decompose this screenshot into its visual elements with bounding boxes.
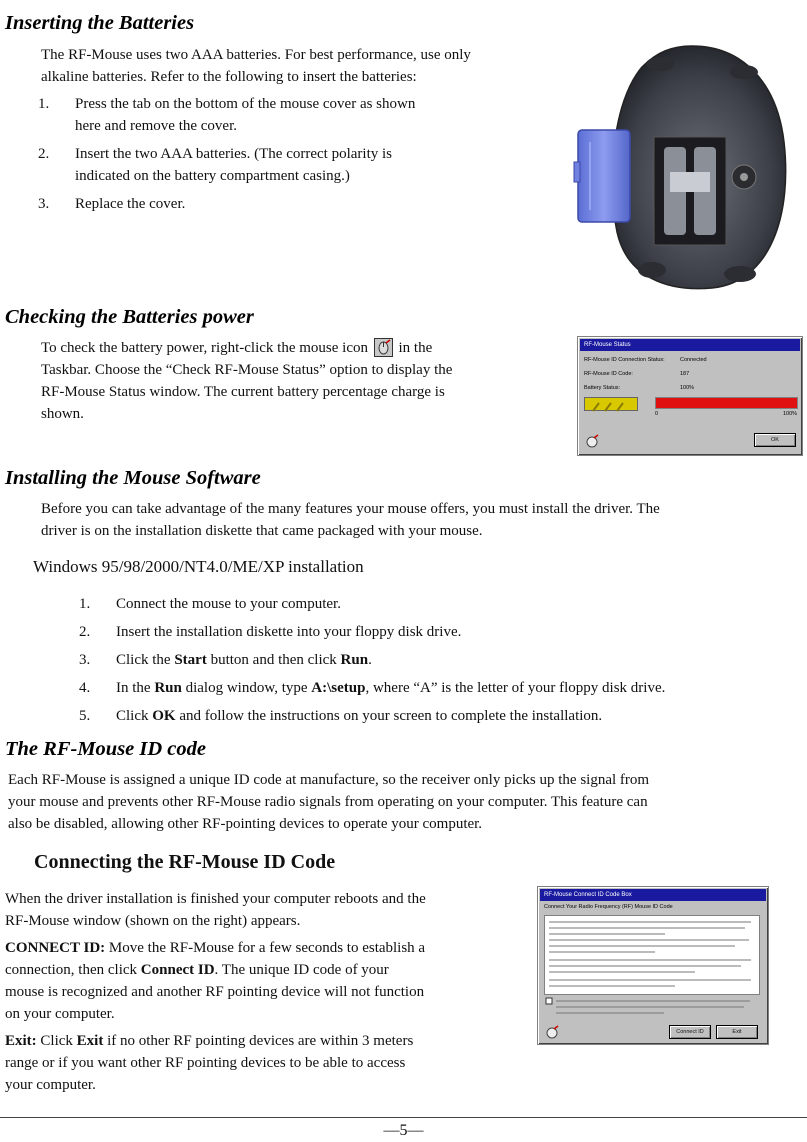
heading-checking-power: Checking the Batteries power [5, 306, 254, 328]
connect-id-button[interactable]: Connect ID [669, 1025, 711, 1039]
status-battery-label: Battery Status: [584, 385, 621, 391]
text: button and then click [206, 652, 341, 668]
bold-text: Start [174, 652, 207, 668]
idcode-line1: Each RF-Mouse is assigned a unique ID code at manufacture, so the receiver only picks up the signal from [8, 772, 650, 788]
software-line1: Before you can take advantage of the many features your mouse offers, you must install the driver. The [41, 501, 660, 517]
battery-icon [584, 397, 638, 411]
battery-steps [38, 93, 561, 221]
step-text: here and remove the cover. [75, 118, 238, 134]
text: if no other RF pointing devices are within 3 meters [103, 1033, 414, 1049]
step-number: 5. [79, 708, 91, 724]
status-mouse-icon [584, 433, 600, 447]
battery-step-2 [0, 143, 561, 187]
status-id-label: RF-Mouse ID Code: [584, 371, 633, 377]
batteries-intro-line2: alkaline batteries. Refer to the following to insert the batteries: [41, 69, 417, 85]
install-step-5 [116, 705, 602, 727]
connect-p2-line4: on your computer. [5, 1006, 115, 1022]
connect-window-text-area [544, 915, 760, 995]
exit-label: Exit: [5, 1033, 37, 1049]
battery-level-fill [656, 398, 797, 408]
step-number: 3. [79, 652, 91, 668]
connect-p2-line2 [5, 959, 389, 981]
mouse-image [572, 42, 802, 292]
connect-window-title: RF-Mouse Connect ID Code Box [540, 889, 766, 901]
step-number: 3. [38, 196, 50, 212]
text: In the [116, 680, 155, 696]
bold-text: Connect ID [140, 962, 215, 978]
connect-window-option-text [544, 997, 758, 1019]
step-number: 4. [79, 680, 91, 696]
bold-text: Run [340, 652, 369, 668]
text: . [368, 652, 372, 668]
step-number: 1. [79, 596, 91, 612]
text: . The unique ID code of your [214, 962, 389, 978]
heading-rf-mouse-id-code: The RF-Mouse ID code [5, 738, 207, 760]
step-number: 2. [79, 624, 91, 640]
connect-p3-line3: your computer. [5, 1077, 96, 1093]
mouse-battery-illustration [572, 42, 802, 292]
text: Click [36, 1033, 77, 1049]
step-text: indicated on the battery compartment casing.) [75, 168, 350, 184]
bold-text: Run [154, 680, 182, 696]
battery-step-1 [0, 93, 561, 137]
text: Move the RF-Mouse for a few seconds to establish a [105, 940, 426, 956]
power-line3: RF-Mouse Status window. The current battery percentage charge is [41, 384, 445, 400]
install-step-4 [116, 677, 665, 699]
install-step-2: Insert the installation diskette into your floppy disk drive. [116, 624, 462, 640]
power-line1-tail: in the [398, 340, 433, 356]
step-text: Replace the cover. [75, 196, 186, 212]
power-line2: Taskbar. Choose the “Check RF-Mouse Status” option to display the [41, 362, 453, 378]
battery-scale-max: 100% [783, 411, 798, 417]
connect-mouse-icon [544, 1024, 560, 1038]
idcode-line2: your mouse and prevents other RF-Mouse radio signals from operating on your computer. This feature can [8, 794, 648, 810]
bold-text: A:\setup [311, 680, 366, 696]
power-line1 [41, 337, 432, 359]
install-step-3 [116, 649, 372, 671]
status-ok-button[interactable]: OK [754, 433, 796, 447]
rf-mouse-connect-window [537, 886, 769, 1045]
text: Click the [116, 652, 175, 668]
idcode-line3: also be disabled, allowing other RF-pointing devices to operate your computer. [8, 816, 483, 832]
software-line2: driver is on the installation diskette that came packaged with your mouse. [41, 523, 483, 539]
status-battery-value: 100% [680, 385, 695, 391]
batteries-intro-line1: The RF-Mouse uses two AAA batteries. For best performance, use only [41, 47, 471, 63]
step-number: 2. [38, 146, 50, 162]
status-connection-value: Connected [680, 357, 707, 363]
bold-text: Exit [76, 1033, 104, 1049]
step-text: Press the tab on the bottom of the mouse cover as shown [75, 96, 416, 112]
connect-p1-line1: When the driver installation is finished your computer reboots and the [5, 891, 426, 907]
heading-connecting-id-code: Connecting the RF-Mouse ID Code [34, 851, 336, 873]
footer-rule [0, 1117, 807, 1118]
connect-p3-line2: range or if you want other RF pointing devices to be able to access [5, 1055, 406, 1071]
status-window-title: RF-Mouse Status [580, 339, 800, 351]
connect-id-label: CONNECT ID: [5, 940, 106, 956]
connect-p3-line1 [5, 1030, 413, 1052]
text: , where “A” is the letter of your floppy disk drive. [365, 680, 666, 696]
exit-button[interactable]: Exit [716, 1025, 758, 1039]
connect-p1-line2: RF-Mouse window (shown on the right) appears. [5, 913, 301, 929]
rf-mouse-status-window [577, 336, 803, 456]
install-step-1: Connect the mouse to your computer. [116, 596, 341, 612]
heading-installing-software: Installing the Mouse Software [5, 467, 261, 489]
step-number: 1. [38, 96, 50, 112]
status-id-value: 187 [680, 371, 690, 377]
battery-step-3 [0, 193, 561, 215]
bold-text: OK [152, 708, 176, 724]
text: connection, then click [5, 962, 141, 978]
power-line1-text: To check the battery power, right-click the mouse icon [41, 340, 368, 356]
page-number: —5— [383, 1122, 424, 1139]
mouse-tray-icon [374, 338, 393, 357]
power-line4: shown. [41, 406, 84, 422]
step-text: Insert the two AAA batteries. (The correct polarity is [75, 146, 392, 162]
text: Click [116, 708, 153, 724]
connect-p2-line3: mouse is recognized and another RF pointing device will not function [5, 984, 425, 1000]
battery-level-bar [655, 397, 798, 409]
status-connection-label: RF-Mouse ID Connection Status: [584, 357, 665, 363]
text: and follow the instructions on your screen to complete the installation. [175, 708, 603, 724]
battery-scale-min: 0 [655, 411, 659, 417]
text: dialog window, type [181, 680, 312, 696]
os-installation-heading: Windows 95/98/2000/NT4.0/ME/XP installation [33, 557, 364, 576]
connect-window-subtitle: Connect Your Radio Frequency (RF) Mouse ID Code [544, 904, 673, 910]
heading-inserting-batteries: Inserting the Batteries [5, 12, 195, 34]
connect-p2-line1 [5, 937, 425, 959]
connect-window-text-lines [545, 916, 759, 994]
